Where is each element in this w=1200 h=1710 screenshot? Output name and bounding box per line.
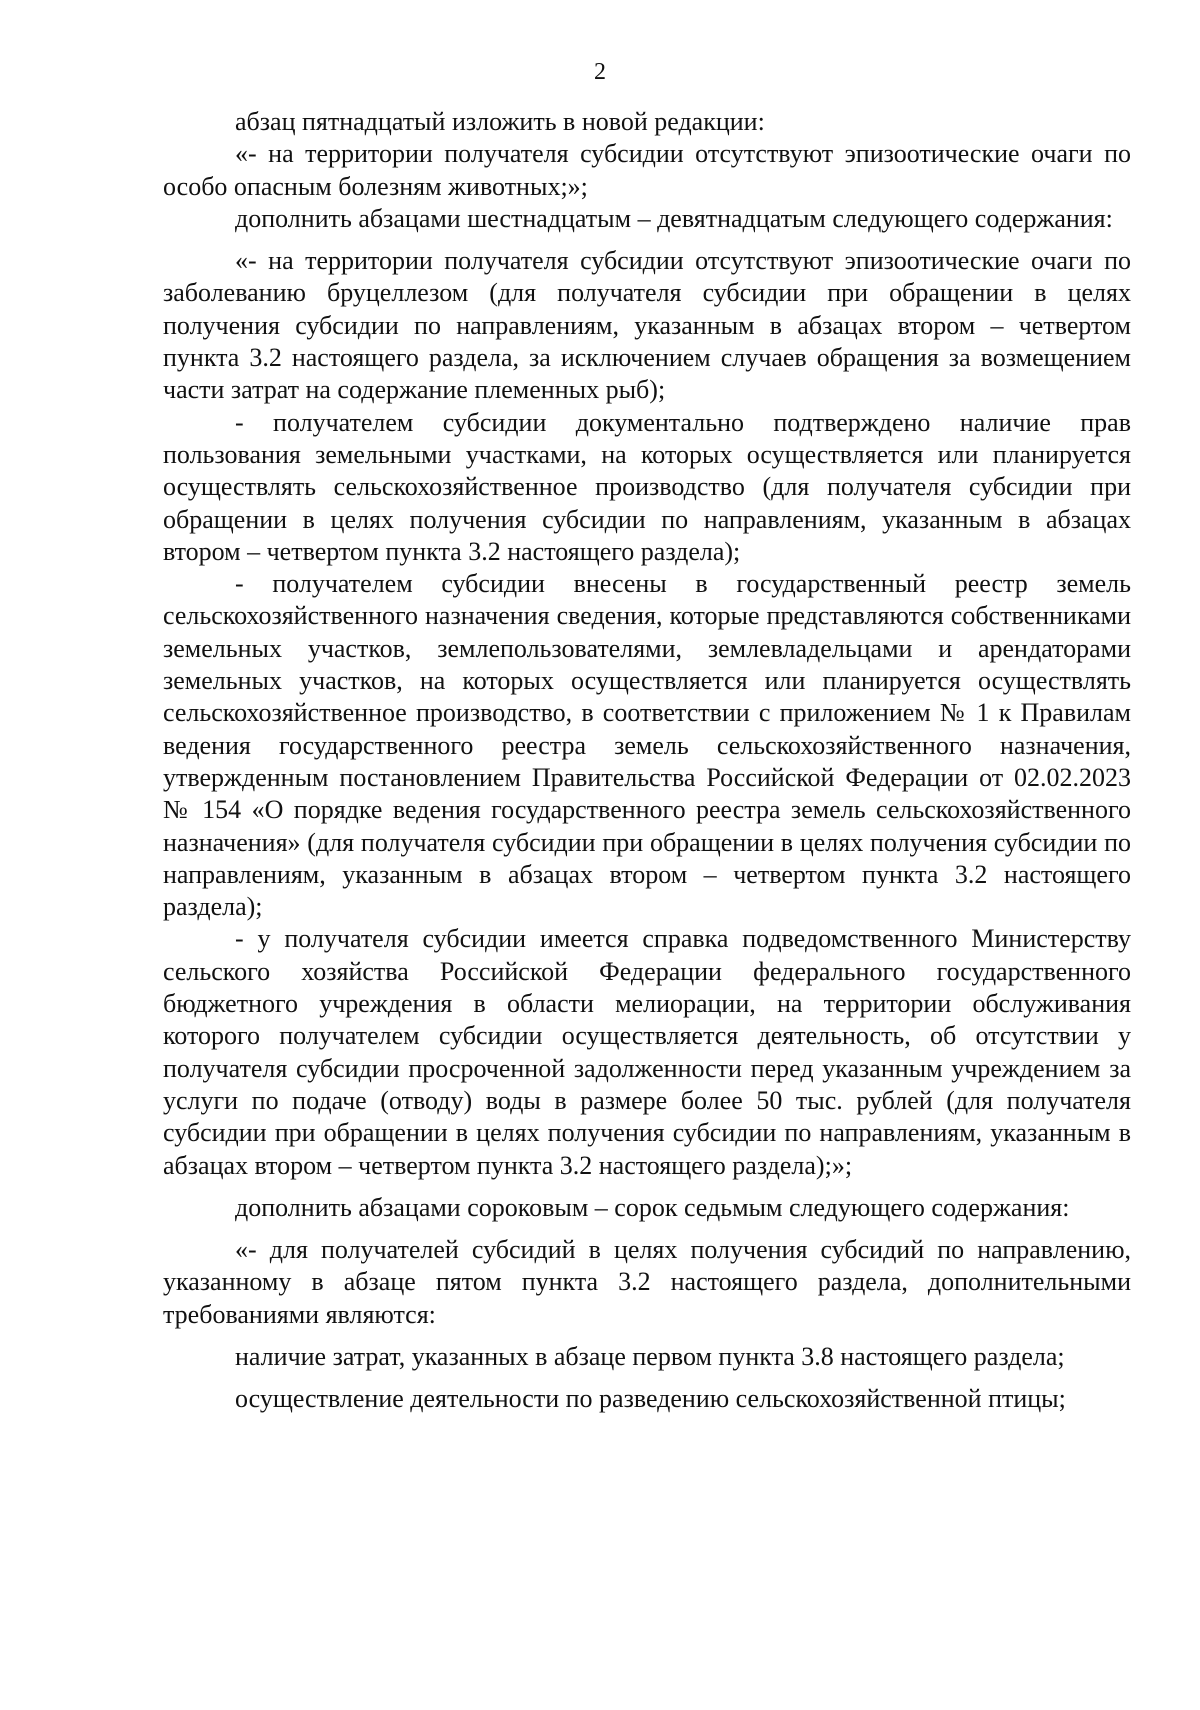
paragraph: абзац пятнадцатый изложить в новой редакции: <box>235 107 765 136</box>
paragraph: «- для получателей субсидий в целях получения субсидий по направлению, указанному в абзаце пятом пункта 3.2 настоящего раздела, дополнительными требованиями являются: <box>163 1235 1131 1329</box>
page-number: 2 <box>594 59 606 85</box>
paragraph: осуществление деятельности по разведению сельскохозяйственной птицы; <box>235 1384 1066 1414</box>
paragraph: - получателем субсидии документально подтверждено наличие прав пользования земельными участками, на которых осуществляется или планируется осуществлять сельскохозяйственное производство (для получателя субсидии при обращении в целях получения субсидии по направлениям, указанным в абзацах втором – четвертом пункта 3.2 настоящего раздела); <box>163 407 1131 566</box>
paragraph: дополнить абзацами шестнадцатым – девятнадцатым следующего содержания: <box>235 203 1113 233</box>
paragraph: наличие затрат, указанных в абзаце первом пункта 3.8 настоящего раздела; <box>235 1341 1065 1371</box>
paragraph: «- на территории получателя субсидии отсутствуют эпизоотические очаги по особо опасным болезням животных;»; <box>163 139 1131 201</box>
paragraph: «- на территории получателя субсидии отсутствуют эпизоотические очаги по заболеванию бруцеллезом (для получателя субсидии при обращении в целях получения субсидии по направлениям, указанным в абзацах втором – четвертом пункта 3.2 настоящего раздела, за исключением случаев обращения за возмещением части затрат на содержание племенных рыб); <box>163 246 1131 405</box>
paragraph: - получателем субсидии внесены в государственный реестр земель сельскохозяйственного назначения сведения, которые представляются собственниками земельных участков, землепользователями, землевладельцами и арендаторами земельных участков, на которых осуществляется или планируется осуществлять сельскохозяйственное производство, в соответствии с приложением № 1 к Правилам ведения государственного реестра земель сельскохозяйственного назначения, утвержденным постановлением Правительства Российской Федерации от 02.02.2023 № 154 «О порядке ведения государственного реестра земель сельскохозяйственного назначения» (для получателя субсидии при обращении в целях получения субсидии по направлениям, указанным в абзацах втором – четвертом пункта 3.2 настоящего раздела); <box>163 569 1131 922</box>
paragraph: дополнить абзацами сороковым – сорок седьмым следующего содержания: <box>235 1192 1070 1222</box>
document-body <box>163 106 1131 1416</box>
paragraph: - у получателя субсидии имеется справка подведомственного Министерству сельского хозяйства Российской Федерации федерального государственного бюджетного учреждения в области мелиорации, на территории обслуживания которого получателем субсидии осуществляется деятельность, об отсутствии у получателя субсидии просроченной задолженности перед указанным учреждением за услуги по подаче (отводу) воды в размере более 50 тыс. рублей (для получателя субсидии при обращении в целях получения субсидии по направлениям, указанным в абзацах втором – четвертом пункта 3.2 настоящего раздела);»; <box>163 924 1131 1180</box>
